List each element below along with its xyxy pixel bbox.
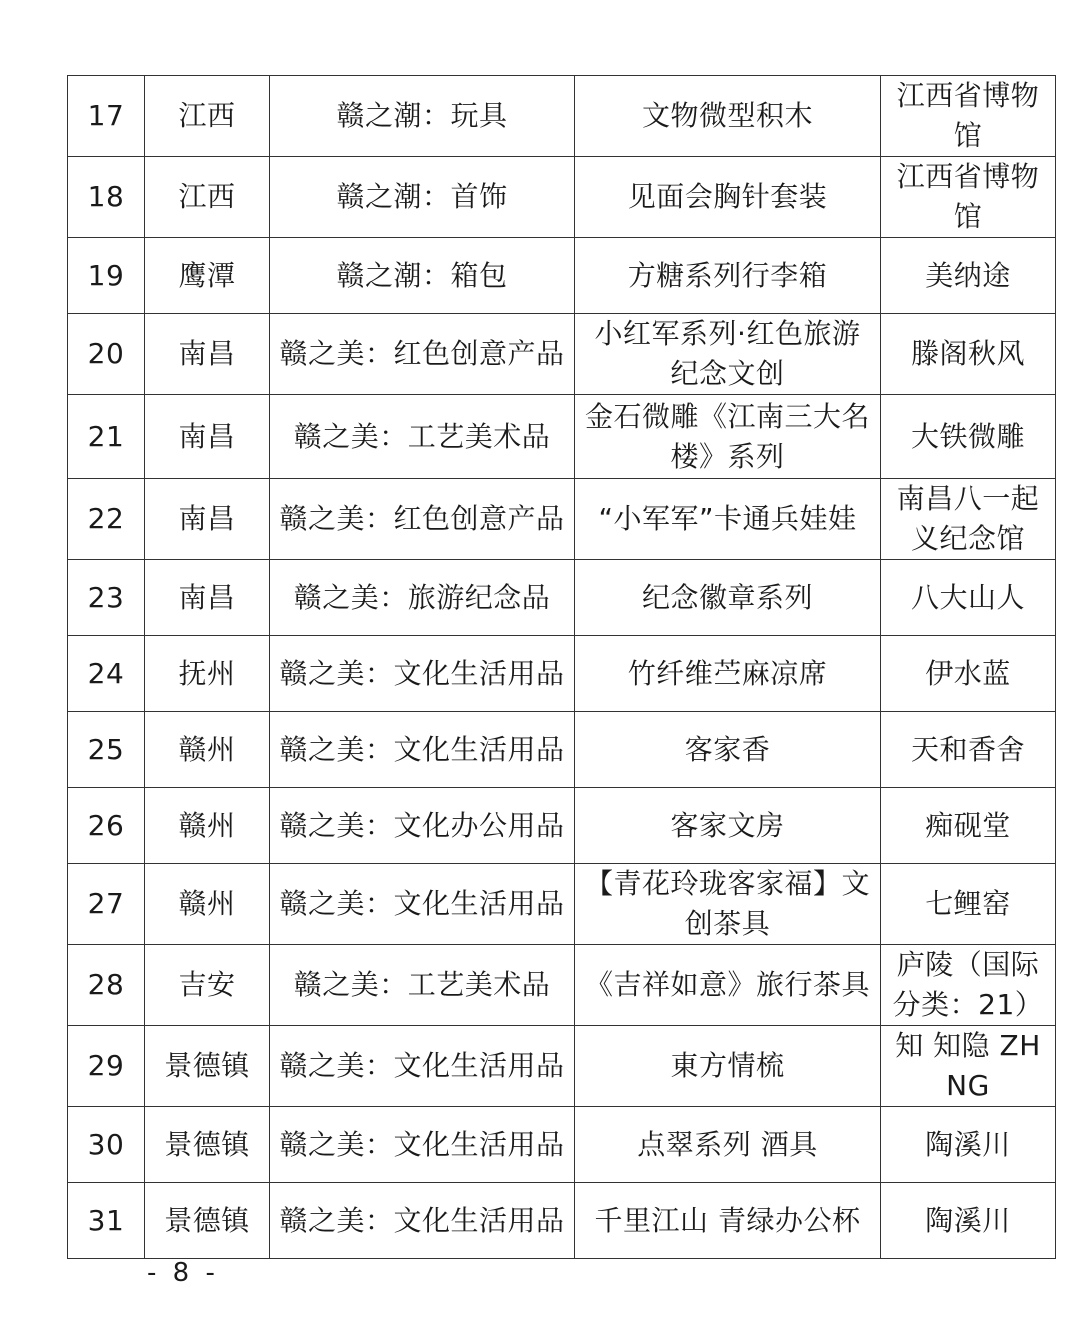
category-cell: 赣之潮：首饰 [270,157,575,238]
row-number-cell: 23 [68,560,145,636]
category-cell: 赣之美：工艺美术品 [270,945,575,1026]
row-number-cell: 19 [68,238,145,314]
table-row [68,157,1056,238]
table-row [68,1107,1056,1183]
table-row [68,712,1056,788]
row-number-cell: 21 [68,395,145,479]
table-row [68,864,1056,945]
table-body [68,76,1056,1259]
row-number-cell: 25 [68,712,145,788]
row-number-cell: 22 [68,479,145,560]
table-row [68,788,1056,864]
category-cell: 赣之美：文化生活用品 [270,636,575,712]
region-cell: 赣州 [145,788,270,864]
category-cell: 赣之美：文化生活用品 [270,712,575,788]
region-cell: 吉安 [145,945,270,1026]
row-number-cell: 20 [68,314,145,395]
region-cell: 赣州 [145,864,270,945]
table-row [68,314,1056,395]
region-cell: 南昌 [145,395,270,479]
region-cell: 南昌 [145,314,270,395]
row-number-cell: 24 [68,636,145,712]
company-cell: 江西省博物馆 [881,157,1056,238]
company-cell: 知 知隐 ZH NG [881,1026,1056,1107]
row-number-cell: 17 [68,76,145,157]
product-cell: 竹纤维苎麻凉席 [575,636,881,712]
company-cell: 大铁微雕 [881,395,1056,479]
table-row [68,945,1056,1026]
region-cell: 赣州 [145,712,270,788]
page-number: - 8 - [147,1258,219,1288]
product-cell: 见面会胸针套装 [575,157,881,238]
product-cell: 文物微型积木 [575,76,881,157]
category-cell: 赣之美：文化生活用品 [270,1107,575,1183]
product-list-table [67,75,1056,1259]
category-cell: 赣之美：文化生活用品 [270,864,575,945]
region-cell: 鹰潭 [145,238,270,314]
company-cell: 南昌八一起义纪念馆 [881,479,1056,560]
table-row [68,636,1056,712]
company-cell: 七鲤窑 [881,864,1056,945]
row-number-cell: 26 [68,788,145,864]
category-cell: 赣之潮：箱包 [270,238,575,314]
row-number-cell: 31 [68,1183,145,1259]
product-cell: 《吉祥如意》旅行茶具 [575,945,881,1026]
company-cell: 陶溪川 [881,1107,1056,1183]
product-cell: 千里江山 青绿办公杯 [575,1183,881,1259]
company-cell: 天和香舍 [881,712,1056,788]
region-cell: 江西 [145,157,270,238]
table-row [68,1183,1056,1259]
table-row [68,395,1056,479]
category-cell: 赣之美：文化生活用品 [270,1183,575,1259]
product-cell: 小红军系列·红色旅游纪念文创 [575,314,881,395]
product-cell: 金石微雕《江南三大名楼》系列 [575,395,881,479]
table-row [68,1026,1056,1107]
region-cell: 抚州 [145,636,270,712]
category-cell: 赣之美：红色创意产品 [270,479,575,560]
company-cell: 陶溪川 [881,1183,1056,1259]
region-cell: 南昌 [145,560,270,636]
category-cell: 赣之美：文化办公用品 [270,788,575,864]
region-cell: 景德镇 [145,1107,270,1183]
row-number-cell: 18 [68,157,145,238]
category-cell: 赣之美：旅游纪念品 [270,560,575,636]
category-cell: 赣之美：红色创意产品 [270,314,575,395]
product-cell: 点翠系列 酒具 [575,1107,881,1183]
table-row [68,479,1056,560]
table-row [68,238,1056,314]
category-cell: 赣之美：文化生活用品 [270,1026,575,1107]
company-cell: 八大山人 [881,560,1056,636]
product-cell: 【青花玲珑客家福】文创茶具 [575,864,881,945]
region-cell: 景德镇 [145,1026,270,1107]
company-cell: 庐陵（国际分类：21） [881,945,1056,1026]
row-number-cell: 30 [68,1107,145,1183]
table-row [68,76,1056,157]
company-cell: 伊水蓝 [881,636,1056,712]
region-cell: 南昌 [145,479,270,560]
company-cell: 痴砚堂 [881,788,1056,864]
product-cell: 方糖系列行李箱 [575,238,881,314]
region-cell: 江西 [145,76,270,157]
company-cell: 滕阁秋风 [881,314,1056,395]
product-cell: 客家文房 [575,788,881,864]
company-cell: 美纳途 [881,238,1056,314]
row-number-cell: 27 [68,864,145,945]
product-cell: 客家香 [575,712,881,788]
product-cell: 東方情梳 [575,1026,881,1107]
category-cell: 赣之美：工艺美术品 [270,395,575,479]
product-cell: 纪念徽章系列 [575,560,881,636]
table-row [68,560,1056,636]
product-cell: “小军军”卡通兵娃娃 [575,479,881,560]
row-number-cell: 28 [68,945,145,1026]
category-cell: 赣之潮：玩具 [270,76,575,157]
company-cell: 江西省博物馆 [881,76,1056,157]
region-cell: 景德镇 [145,1183,270,1259]
row-number-cell: 29 [68,1026,145,1107]
